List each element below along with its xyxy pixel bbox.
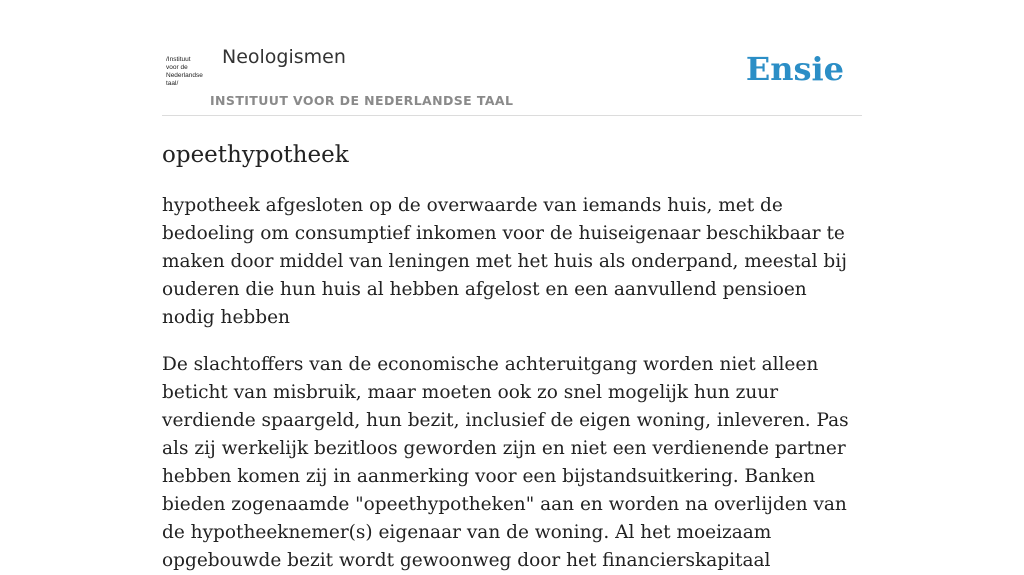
site-title[interactable]: Neologismen	[222, 46, 346, 68]
entry-citation: De slachtoffers van de economische achteruitgang worden niet alleen beticht van misbruik, maar moeten ook zo snel mogelijk hun zuur verdiende spaargeld, hun bezit, inclusief de eigen woning, inleveren. Pas als zij werkelijk bezitloos geworden zijn en niet een verdienende partner hebben komen zij in aanmerking voor een bijstandsuitkering. Banken bieden zogenaamde "opeethypotheken" aan en worden na overlijden van de hypotheeknemer(s) eigenaar van de woning. Al het moeizaam opgebouwde bezit wordt gewoonweg door het financierskapitaal	[162, 354, 849, 571]
logo-line: /Instituut	[166, 56, 191, 63]
ivdnt-logo[interactable]	[166, 56, 210, 90]
site-subtitle: INSTITUUT VOOR DE NEDERLANDSE TAAL	[210, 93, 514, 108]
entry-definition: hypotheek afgesloten op de overwaarde van iemands huis, met de bedoeling om consumptief inkomen voor de huiseigenaar beschikbaar te maken door middel van leningen met het huis als onderpand, meestal bij ouderen die hun huis al hebben afgelost en een aanvullend pensioen nodig hebben	[162, 195, 847, 328]
header	[162, 0, 862, 116]
logo-line: voor de	[166, 64, 188, 71]
entry-term: opeethypotheek	[162, 142, 349, 168]
content-container	[162, 0, 862, 575]
ensie-brand-logo[interactable]: Ensie	[745, 50, 844, 88]
logo-line: Nederlandse	[166, 72, 203, 79]
logo-line: taal/	[166, 80, 179, 87]
